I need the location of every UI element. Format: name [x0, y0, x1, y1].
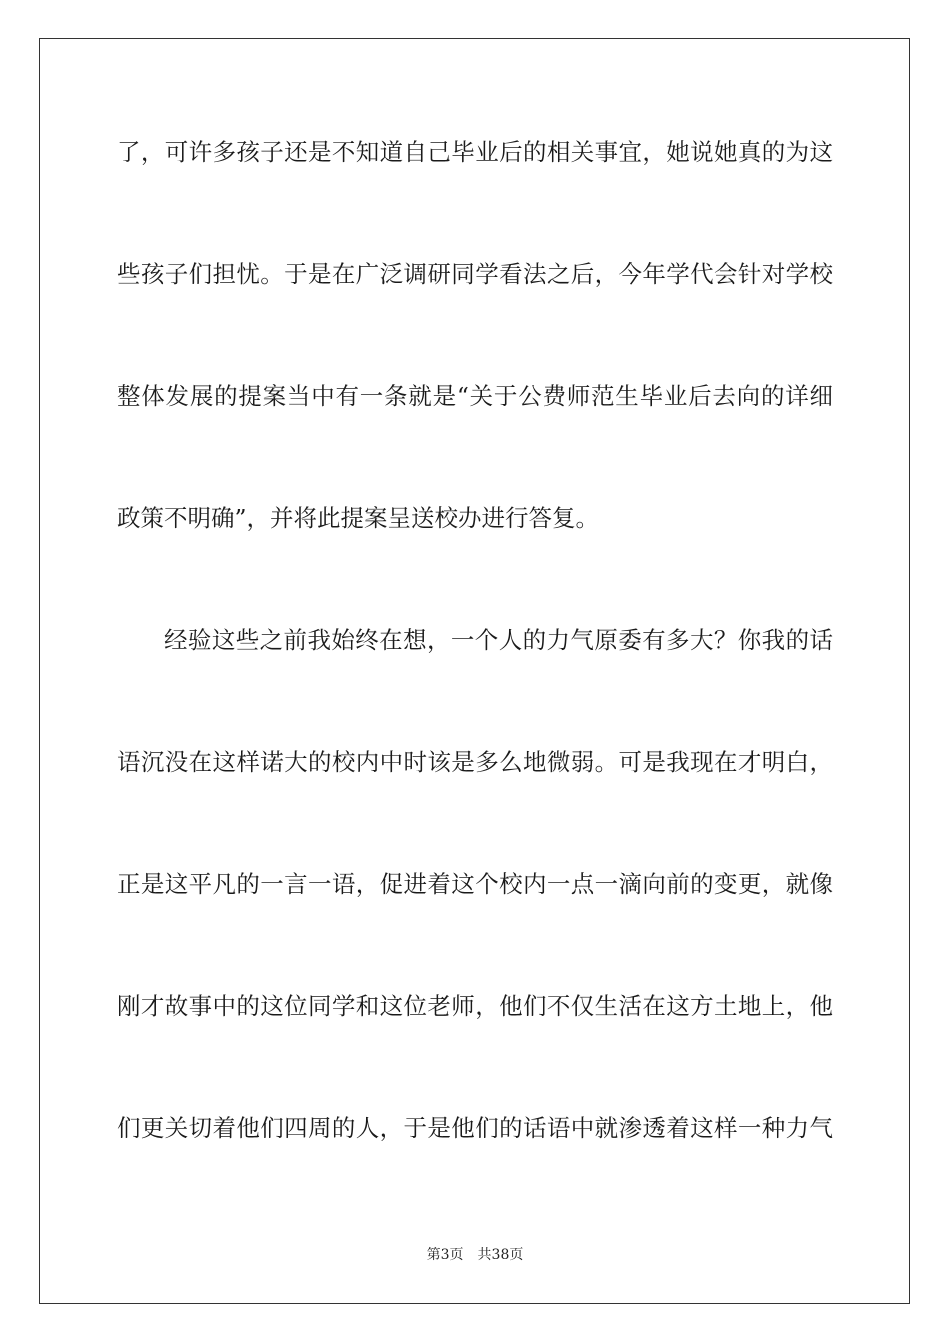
body-text-line: 刚才故事中的这位同学和这位老师，他们不仅生活在这方土地上，他 — [117, 992, 833, 1020]
paragraph-first-line: 经验这些之前我始终在想，一个人的力气原委有多大？你我的话 — [164, 626, 833, 654]
body-text-line: 们更关切着他们四周的人，于是他们的话语中就渗透着这样一种力气 — [117, 1114, 833, 1142]
body-text-line: 语沉没在这样诺大的校内中时该是多么地微弱。可是我现在才明白， — [117, 748, 833, 776]
body-text-line: 政策不明确”，并将此提案呈送校办进行答复。 — [117, 504, 600, 532]
page-number: 第3页 — [426, 1247, 464, 1263]
body-text-line: 正是这平凡的一言一语，促进着这个校内一点一滴向前的变更，就像 — [117, 870, 833, 898]
page-footer — [0, 1245, 950, 1265]
body-text-line: 整体发展的提案当中有一条就是“关于公费师范生毕业后去向的详细 — [117, 382, 833, 410]
body-text-line: 些孩子们担忧。于是在广泛调研同学看法之后，今年学代会针对学校 — [117, 260, 833, 288]
total-pages: 共38页 — [477, 1247, 524, 1263]
body-text-line: 了，可许多孩子还是不知道自己毕业后的相关事宜，她说她真的为这 — [117, 138, 833, 166]
